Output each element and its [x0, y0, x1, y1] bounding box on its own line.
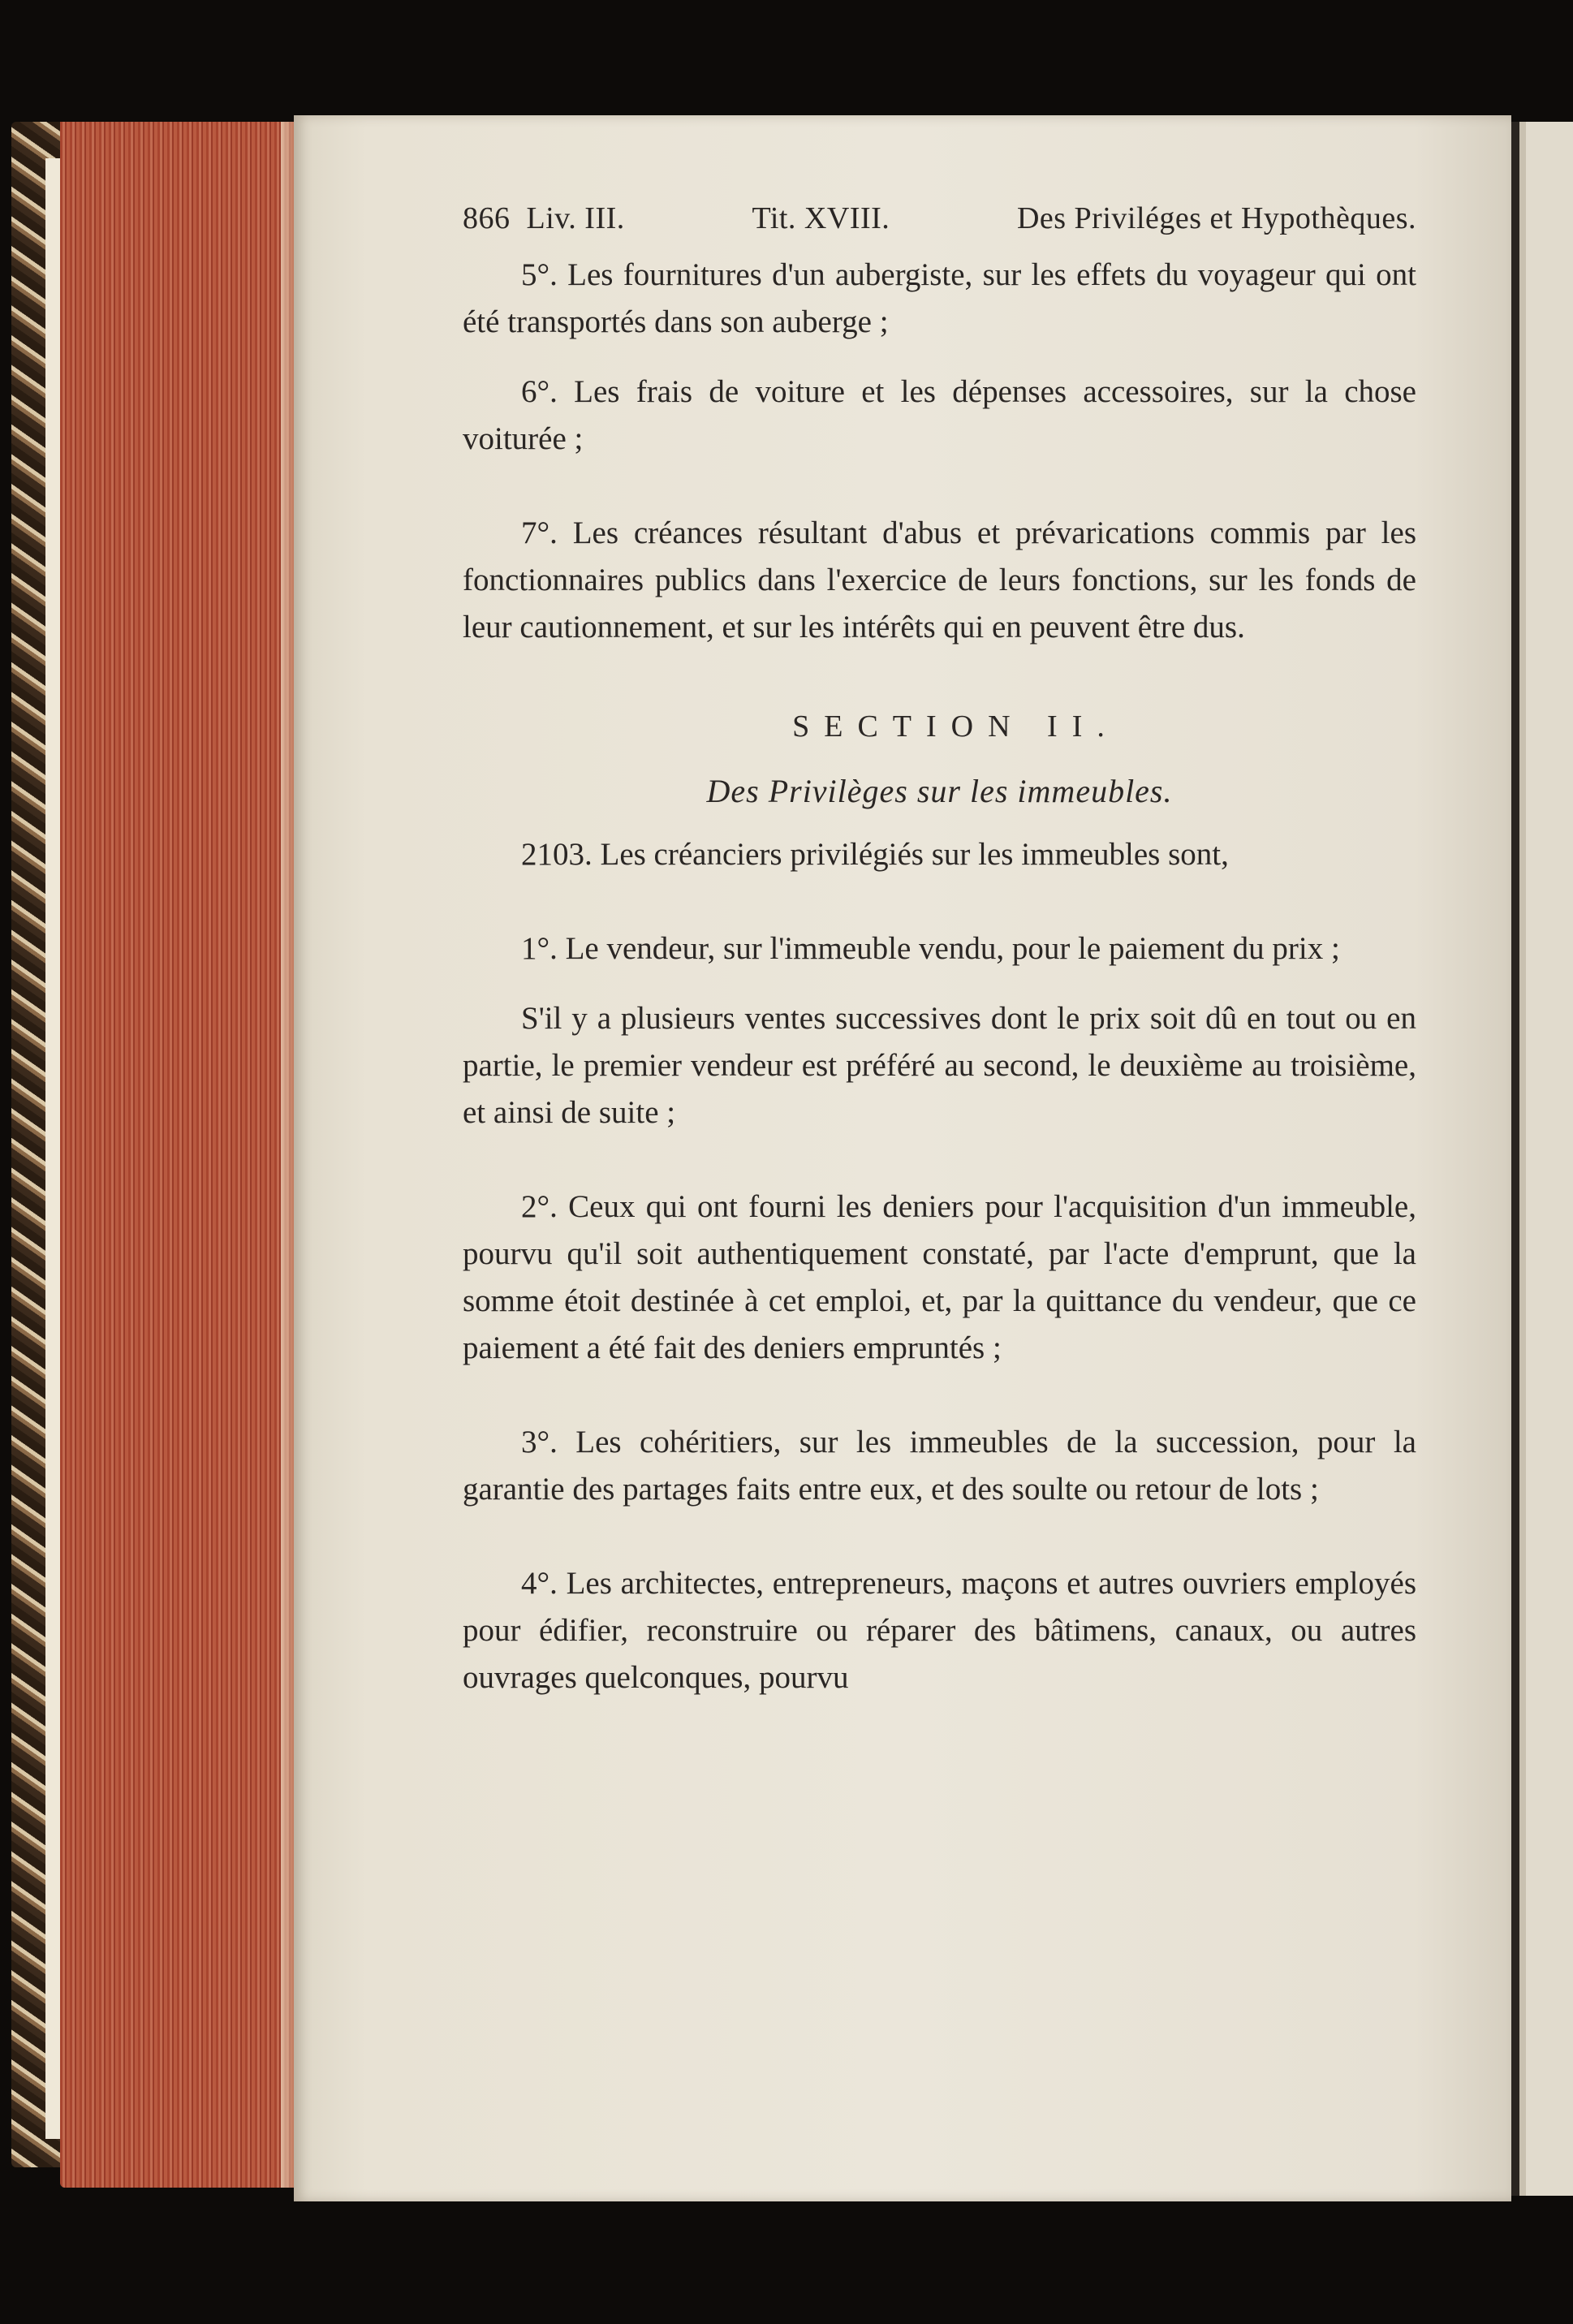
facing-page-edge	[1511, 122, 1573, 2196]
paragraph-successive-sales: S'il y a plusieurs ventes successives dont le prix soit dû en tout ou en partie, le premier vendeur est préféré au second, le deuxième au troisième, et ainsi de suite ;	[463, 1001, 1416, 1130]
paragraph-7: 7°. Les créances résultant d'abus et prévarications commis par les fonctionnaires publics dans l'exercice de leurs fonctions, sur les fonds de leur cautionnement, et sur les intérêts qui en peuvent être dus.	[463, 515, 1416, 645]
running-head-book: Liv. III.	[526, 201, 625, 235]
running-head	[463, 195, 1416, 242]
article-2103: 2103. Les créanciers privilégiés sur les immeubles sont,	[521, 837, 1229, 872]
section-subtitle: Des Privilèges sur les immeubles.	[706, 773, 1173, 809]
running-head-subject: Des Priviléges et Hypothèques.	[1016, 201, 1416, 235]
page-number: 866	[463, 201, 511, 235]
running-head-title: Tit. XVIII.	[752, 201, 890, 235]
paragraph-2: 2°. Ceux qui ont fourni les deniers pour l'acquisition d'un immeuble, pourvu qu'il soit authentiquement constaté, par l'acte d'emprunt, que la somme étoit destinée à cet emploi, et, par la quittance du vendeur, que ce paiement a été fait des deniers empruntés ;	[463, 1189, 1416, 1365]
section-title: SECTION II.	[792, 709, 1119, 744]
paragraph-4: 4°. Les architectes, entrepreneurs, maçons et autres ouvriers employés pour édifier, reconstruire ou réparer des bâtimens, canaux, ou autres ouvrages quelconques, pourvu	[463, 1566, 1416, 1695]
paragraph-3: 3°. Les cohéritiers, sur les immeubles de la succession, pour la garantie des partages faits entre eux, et des soulte ou retour de lots ;	[463, 1425, 1416, 1507]
page-text	[463, 195, 1416, 1701]
paragraph-1: 1°. Le vendeur, sur l'immeuble vendu, pour le paiement du prix ;	[521, 931, 1340, 966]
page-fore-edge	[60, 122, 295, 2188]
paragraph-6: 6°. Les frais de voiture et les dépenses accessoires, sur la chose voiturée ;	[463, 374, 1416, 456]
paragraph-5: 5°. Les fournitures d'un aubergiste, sur les effets du voyageur qui ont été transportés dans son auberge ;	[463, 257, 1416, 339]
